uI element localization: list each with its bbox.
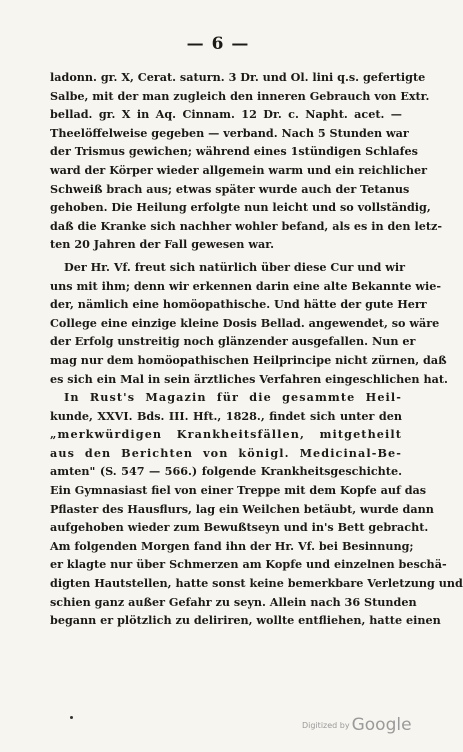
text-line: kunde, XXVI. Bds. III. Hft., 1828., findet sich unter den <box>50 408 402 423</box>
text-line: es sich ein Mal in sein ärztliches Verfahren eingeschlichen hat. <box>50 371 448 386</box>
digitization-watermark <box>302 715 412 735</box>
watermark-prefix: Digitized by <box>302 721 350 730</box>
text-line: ladonn. gr. X, Cerat. saturn. 3 Dr. und Ol. lini q.s. gefertigte <box>50 70 426 84</box>
text-line: gehoben. Die Heilung erfolgte nun leicht und so vollständig, <box>50 200 431 215</box>
text-line: er klagte nur über Schmerzen am Kopfe und einzelnen beschä- <box>50 557 447 572</box>
text-line: mag nur dem homöopathischen Heilprincipe nicht zürnen, daß <box>50 352 447 367</box>
text-line: Der Hr. Vf. freut sich natürlich über diese Cur und wir <box>64 259 405 274</box>
ink-speck <box>70 716 73 719</box>
text-line: aus den Berichten von königl. Medicinal-Be- <box>50 445 402 460</box>
text-line: digten Hautstellen, hatte sonst keine bemerkbare Verletzung und <box>50 576 463 591</box>
body-text <box>50 68 463 630</box>
text-line: Pflaster des Hausflurs, lag ein Weilchen betäubt, wurde dann <box>50 501 434 516</box>
text-line: ward der Körper wieder allgemein warm und ein reichlicher <box>50 162 427 177</box>
text-line: bellad. gr. X in Aq. Cinnam. 12 Dr. c. Napht. acet. — <box>50 107 402 122</box>
page-number: — 6 — <box>186 34 250 54</box>
text-line: daß die Kranke sich nachher wohler befand, als es in den letz- <box>50 218 442 233</box>
text-line: aufgehoben wieder zum Bewußtseyn und in's Bett gebracht. <box>50 520 429 535</box>
text-line: In Rust's Magazin für die gesammte Heil- <box>64 390 402 405</box>
text-line: amten" (S. 547 — 566.) folgende Krankheitsgeschichte. <box>50 464 402 479</box>
watermark-logo: Google <box>351 715 412 735</box>
text-line: der Erfolg unstreitig noch glänzender ausgefallen. Nun er <box>50 334 416 349</box>
text-line: der, nämlich eine homöopathische. Und hätte der gute Herr <box>50 297 427 312</box>
text-line: uns mit ihm; denn wir erkennen darin eine alte Bekannte wie- <box>50 278 442 293</box>
text-line: begann er plötzlich zu deliriren, wollte entfliehen, hatte einen <box>50 613 441 628</box>
text-line: „merkwürdigen Krankheitsfällen, mitgetheilt <box>50 427 402 442</box>
text-line: Am folgenden Morgen fand ihn der Hr. Vf. bei Besinnung; <box>50 538 414 553</box>
text-line: ten 20 Jahren der Fall gewesen war. <box>50 237 274 252</box>
text-line: College eine einzige kleine Dosis Bellad. angewendet, so wäre <box>50 315 440 330</box>
text-line: schien ganz außer Gefahr zu seyn. Allein nach 36 Stunden <box>50 594 417 609</box>
text-line: der Trismus gewichen; während eines 1stündigen Schlafes <box>50 144 418 159</box>
text-line: Salbe, mit der man zugleich den inneren Gebrauch von Extr. <box>50 88 430 103</box>
text-line: Ein Gymnasiast fiel von einer Treppe mit dem Kopfe auf das <box>50 483 427 498</box>
text-line: Schweiß brach aus; etwas später wurde auch der Tetanus <box>50 181 410 196</box>
text-line: Theelöffelweise gegeben — verband. Nach 5 Stunden war <box>50 125 409 140</box>
